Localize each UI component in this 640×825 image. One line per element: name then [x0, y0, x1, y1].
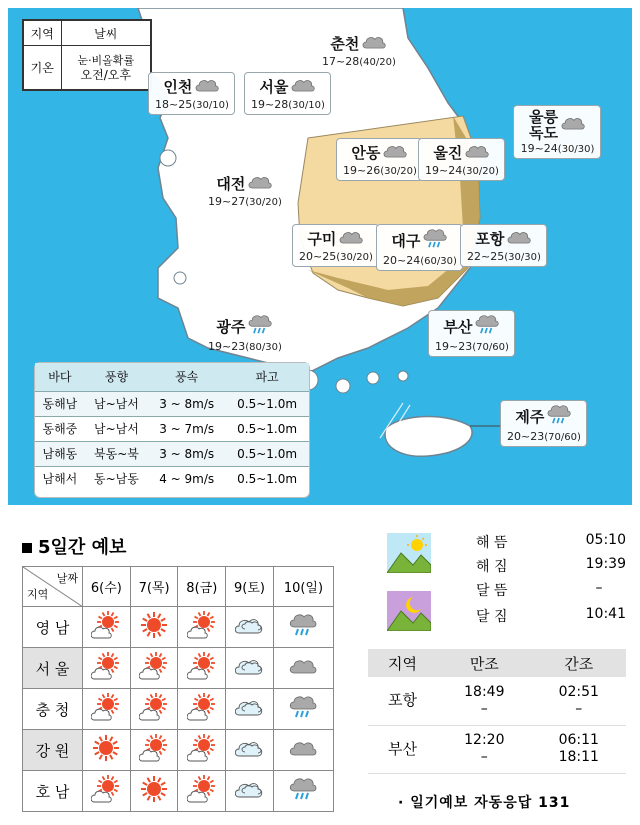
sea-cell: 0.5~1.0m: [225, 416, 309, 441]
cloud-icon: [560, 115, 586, 135]
sea-cell: 동해중: [35, 416, 85, 441]
city-precip: (30/20): [245, 197, 282, 208]
city-name: 인천: [163, 78, 193, 96]
forecast-row: [23, 771, 334, 812]
moonrise-label: 달 뜸: [476, 583, 508, 599]
sea-row: [35, 391, 309, 416]
city-precip: (80/30): [245, 342, 282, 353]
city-temp: 20~24: [383, 254, 421, 267]
sunrise-time: 05:10: [585, 532, 626, 548]
forecast-cell: [83, 771, 131, 812]
forecast-cell: [226, 607, 274, 648]
cloud-icon: [288, 746, 318, 761]
forecast-cell: [226, 689, 274, 730]
city-temp: 19~27: [208, 195, 246, 208]
sea-cell: 남해동: [35, 441, 85, 466]
cloud-icon: [235, 626, 265, 641]
cloud-icon: [235, 667, 265, 682]
forecast-row: [23, 689, 334, 730]
moonset-label: 달 짐: [476, 609, 508, 625]
bullet-square-icon: [22, 543, 32, 553]
forecast-row: [23, 607, 334, 648]
cloud-icon: [247, 174, 273, 194]
forecast-region: 서 울: [23, 648, 83, 689]
city-label-gwangju: [202, 311, 287, 356]
forecast-row: [23, 648, 334, 689]
city-precip: (30/30): [504, 252, 541, 263]
city-label-chuncheon: [316, 30, 401, 71]
forecast-region: 충 청: [23, 689, 83, 730]
forecast-region: 강 원: [23, 730, 83, 771]
tide-row: [368, 725, 626, 773]
city-label-jeju: [500, 400, 587, 447]
sun-cloud-icon: [187, 752, 217, 767]
cloud-icon: [235, 708, 265, 723]
forecast-day-header: 10(일): [273, 567, 333, 607]
forecast-cell: [226, 730, 274, 771]
cloud-icon: [288, 664, 318, 679]
sun-cloud-icon: [139, 752, 169, 767]
city-precip: (30/20): [462, 166, 499, 177]
city-temp: 20~25: [299, 250, 337, 263]
city-temp: 17~28: [322, 55, 360, 68]
city-name: 대전: [216, 175, 246, 193]
city-label-andong: [336, 138, 423, 181]
tide-region: 부산: [368, 725, 437, 773]
sun-cloud-icon: [91, 711, 121, 726]
forecast-cell: [178, 689, 226, 730]
sea-cell: 0.5~1.0m: [225, 391, 309, 416]
city-precip: (30/10): [192, 100, 229, 111]
city-name: 안동: [351, 144, 381, 162]
cloud-icon: [235, 749, 265, 764]
sun-cloud-icon: [139, 711, 169, 726]
legend-ampm: 오전/오후: [80, 67, 131, 82]
island: [174, 272, 186, 284]
forecast-cell: [130, 771, 178, 812]
forecast-cell: [178, 771, 226, 812]
rain-icon: [288, 790, 318, 805]
forecast-cell: [178, 607, 226, 648]
sea-header: 풍향: [85, 363, 148, 391]
sea-header: 풍속: [148, 363, 225, 391]
forecast-cell: [83, 689, 131, 730]
rain-icon: [288, 708, 318, 723]
sea-row: [35, 466, 309, 491]
city-temp: 18~25: [155, 98, 193, 111]
forecast-region: 영 남: [23, 607, 83, 648]
sun-icon: [91, 752, 121, 767]
sea-cell: 동해남: [35, 391, 85, 416]
sea-cell: 남~남서: [85, 416, 148, 441]
sea-cell: 3 ~ 7m/s: [148, 416, 225, 441]
forecast-corner: [23, 567, 83, 607]
cloud-icon: [235, 790, 265, 805]
city-name: 울릉 독도: [529, 108, 558, 142]
city-label-seoul: [244, 72, 331, 115]
city-name: 춘천: [330, 35, 360, 53]
rain-icon: [422, 228, 448, 253]
cloud-icon: [382, 143, 408, 163]
city-label-pohang: [460, 224, 547, 267]
city-precip: (30/30): [557, 144, 595, 155]
forecast-cell: [178, 648, 226, 689]
forecast-cell: [130, 648, 178, 689]
sea-cell: 남~남서: [85, 391, 148, 416]
city-name: 울진: [433, 144, 463, 162]
sun-cloud-icon: [187, 670, 217, 685]
city-label-uljin: [418, 138, 505, 181]
sea-row: [35, 441, 309, 466]
city-precip: (60/30): [420, 256, 457, 267]
forecast-cell: [83, 730, 131, 771]
forecast-cell: [273, 689, 333, 730]
forecast-cell: [130, 607, 178, 648]
city-precip: (70/60): [472, 342, 509, 353]
tide-low-1: 02:51: [558, 683, 599, 700]
city-name: 광주: [216, 318, 246, 336]
city-temp: 19~24: [425, 164, 463, 177]
sea-header: 파고: [225, 363, 309, 391]
cloud-icon: [338, 229, 364, 249]
city-label-ulleung-dokdo: [513, 105, 601, 159]
city-label-daegu: [376, 224, 463, 271]
sea-cell: 3 ~ 8m/s: [148, 441, 225, 466]
sun-icon: [139, 629, 169, 644]
sea-cell: 4 ~ 9m/s: [148, 466, 225, 491]
city-temp: 19~23: [208, 340, 246, 353]
city-temp: 19~28: [251, 98, 289, 111]
city-precip: (30/10): [288, 100, 325, 111]
forecast-cell: [178, 730, 226, 771]
forecast-row: [23, 730, 334, 771]
forecast-cell: [83, 607, 131, 648]
forecast-cell: [130, 689, 178, 730]
city-precip: (30/20): [336, 252, 373, 263]
city-temp: 19~24: [520, 142, 558, 155]
rain-icon: [546, 404, 572, 429]
tide-header: 간조: [532, 649, 626, 677]
sun-cloud-icon: [187, 793, 217, 808]
legend-precip: 눈·비올확률: [77, 53, 135, 67]
city-temp: 19~26: [343, 164, 381, 177]
forecast-table: [22, 566, 334, 812]
sea-row: [35, 416, 309, 441]
cloud-icon: [290, 77, 316, 97]
city-name: 제주: [515, 408, 545, 426]
rain-icon: [247, 314, 273, 339]
moonset-time: 10:41: [585, 606, 626, 622]
moon-icon: [387, 591, 431, 635]
sea-conditions-table: [34, 362, 310, 498]
sea-cell: 0.5~1.0m: [225, 441, 309, 466]
forecast-cell: [273, 648, 333, 689]
rain-icon: [474, 314, 500, 339]
sea-cell: 동~남동: [85, 466, 148, 491]
tide-table: [368, 649, 626, 774]
forecast-day-header: 7(목): [130, 567, 178, 607]
forecast-cell: [226, 771, 274, 812]
forecast-cell: [226, 648, 274, 689]
forecast-cell: [83, 648, 131, 689]
sunset-time: 19:39: [585, 556, 626, 572]
forecast-day-header: 8(금): [178, 567, 226, 607]
tide-high-1: 12:20: [464, 732, 505, 748]
tide-header: 만조: [437, 649, 531, 677]
cloud-icon: [361, 34, 387, 54]
forecast-cell: [130, 730, 178, 771]
island: [160, 150, 176, 166]
island: [336, 379, 350, 393]
rain-icon: [288, 626, 318, 641]
sunmoon-times: [476, 532, 626, 630]
forecast-title: 5일간 예보: [22, 533, 126, 559]
forecast-day-header: 9(토): [226, 567, 274, 607]
sea-cell: 3 ~ 8m/s: [148, 391, 225, 416]
tide-region: 포항: [368, 677, 437, 725]
island: [367, 372, 379, 384]
city-temp: 22~25: [467, 250, 505, 263]
sun-cloud-icon: [139, 670, 169, 685]
sea-header: 바다: [35, 363, 85, 391]
cloud-icon: [506, 229, 532, 249]
legend-temp: 기온: [24, 46, 62, 90]
sun-cloud-icon: [187, 629, 217, 644]
city-name: 구미: [307, 230, 337, 248]
tide-high-2: –: [480, 749, 488, 765]
sun-cloud-icon: [187, 711, 217, 726]
sunrise-label: 해 뜸: [476, 535, 508, 551]
legend-region: 지역: [24, 21, 62, 46]
corner-date-label: 날짜: [56, 572, 78, 585]
city-label-busan: [428, 310, 515, 357]
city-temp: 19~23: [435, 340, 473, 353]
sea-cell: 0.5~1.0m: [225, 466, 309, 491]
sea-cell: 남해서: [35, 466, 85, 491]
tide-low-2: –: [575, 700, 583, 717]
sunset-label: 해 짐: [476, 559, 508, 575]
sun-cloud-icon: [91, 670, 121, 685]
map-legend: [22, 19, 152, 91]
sun-cloud-icon: [91, 793, 121, 808]
forecast-cell: [273, 730, 333, 771]
forecast-day-header: 6(수): [83, 567, 131, 607]
legend-weather: 날씨: [61, 21, 150, 46]
cloud-icon: [464, 143, 490, 163]
city-precip: (70/60): [544, 432, 581, 443]
corner-region-label: 지역: [27, 588, 49, 601]
tide-row: [368, 677, 626, 725]
city-name: 서울: [259, 78, 289, 96]
city-name: 대구: [391, 232, 421, 250]
tide-high-1: 18:49: [464, 683, 505, 700]
moonrise-time: –: [595, 580, 603, 596]
island: [398, 371, 408, 381]
city-name: 포항: [475, 230, 505, 248]
city-label-gumi: [292, 224, 379, 267]
city-temp: 20~23: [507, 430, 545, 443]
tide-low-1: 06:11: [558, 732, 599, 748]
forecast-cell: [273, 771, 333, 812]
forecast-cell: [273, 607, 333, 648]
city-label-daejeon: [202, 170, 287, 211]
sun-icon: [139, 793, 169, 808]
city-precip: (40/20): [359, 57, 396, 68]
tide-header: 지역: [368, 649, 437, 677]
cloud-icon: [194, 77, 220, 97]
city-label-incheon: [148, 72, 235, 115]
weather-map: [8, 8, 632, 505]
tide-high-2: –: [480, 700, 488, 717]
tide-low-2: 18:11: [558, 749, 599, 765]
city-precip: (30/20): [380, 166, 417, 177]
auto-response-info: · 일기예보 자동응답 131: [398, 795, 571, 811]
city-name: 부산: [443, 318, 473, 336]
forecast-region: 호 남: [23, 771, 83, 812]
sun-cloud-icon: [91, 629, 121, 644]
sunrise-icon: [387, 533, 431, 577]
sea-cell: 북동~북: [85, 441, 148, 466]
